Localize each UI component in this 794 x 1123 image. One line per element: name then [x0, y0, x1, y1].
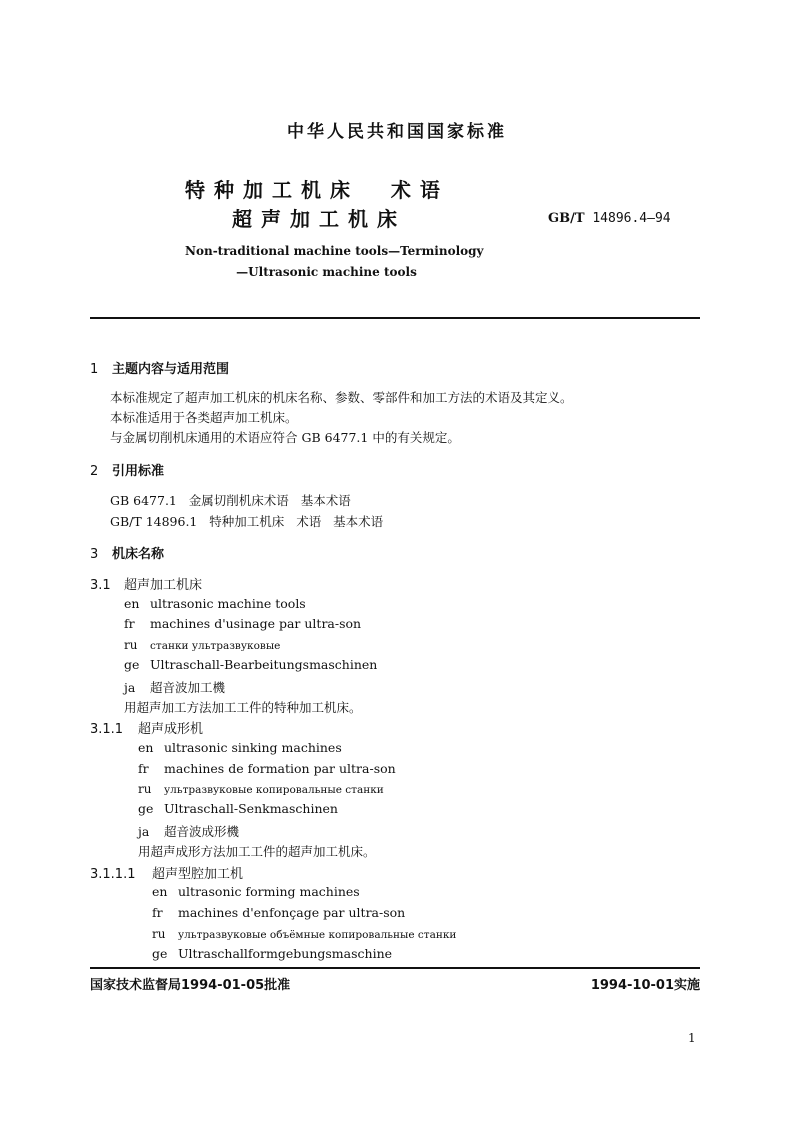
approval-line: 国家技术监督局1994-01-05批准 — [90, 978, 291, 993]
lang-code: fr — [138, 761, 149, 776]
section-2-number: 2 — [90, 464, 99, 479]
term-text: Ultraschallformgebungsmaschine — [178, 946, 393, 961]
term-text: machines d'usinage par ultra-son — [150, 616, 362, 631]
term-text: 超音波成形機 — [164, 824, 240, 839]
lang-code: ru — [152, 927, 166, 941]
standard-code: 14896.4—94 — [592, 211, 671, 226]
section-1-heading — [90, 358, 229, 377]
term-text: machines d'enfonçage par ultra-son — [178, 905, 406, 920]
term-3-1-number: 3.1 — [90, 578, 111, 593]
term-3-1-1-en — [138, 740, 342, 755]
term-3-1-1-ja — [138, 822, 239, 840]
term-3-1-1-1-fr — [152, 905, 405, 920]
term-3-1-heading — [90, 574, 202, 593]
term-3-1-1-1-number: 3.1.1.1 — [90, 867, 136, 882]
title-cn-line-1: 特种加工机床 术语 — [185, 178, 449, 202]
lang-code: fr — [124, 616, 135, 631]
lang-code: ja — [138, 824, 150, 839]
issuing-body: 中华人民共和国国家标准 — [287, 122, 507, 142]
term-3-1-ge — [124, 657, 377, 672]
section-1-number: 1 — [90, 362, 99, 377]
section-3-heading — [90, 543, 164, 562]
standard-prefix: GB/T — [548, 211, 585, 226]
term-text: Ultraschall-Senkmaschinen — [164, 801, 338, 816]
lang-code: ge — [138, 801, 154, 816]
section-3-number: 3 — [90, 547, 99, 562]
lang-code: ru — [138, 782, 152, 796]
term-text: Ultraschall-Bearbeitungsmaschinen — [150, 657, 378, 672]
term-3-1-1-1-ru — [152, 927, 456, 941]
term-text: ultrasonic sinking machines — [164, 740, 342, 755]
term-3-1-1-ge — [138, 801, 338, 816]
term-3-1-1-1-ge — [152, 946, 392, 961]
term-text: станки ультразвуковые — [150, 640, 281, 652]
term-3-1-1-1-en — [152, 884, 360, 899]
lang-code: ge — [152, 946, 168, 961]
term-3-1-1-fr — [138, 761, 396, 776]
term-text: machines de formation par ultra-son — [164, 761, 396, 776]
term-text: ultrasonic machine tools — [150, 596, 306, 611]
section-1-para-3: 与金属切削机床通用的术语应符合 GB 6477.1 中的有关规定。 — [110, 430, 460, 445]
term-3-1-name: 超声加工机床 — [124, 578, 203, 593]
term-3-1-ja — [124, 678, 225, 696]
section-1-para-1: 本标准规定了超声加工机床的机床名称、参数、零部件和加工方法的术语及其定义。 — [110, 390, 573, 405]
lang-code: fr — [152, 905, 163, 920]
lang-code: ge — [124, 657, 140, 672]
lang-code: en — [138, 740, 154, 755]
title-en-line-1: Non-traditional machine tools—Terminology — [185, 244, 484, 258]
term-3-1-1-1-heading — [90, 863, 243, 882]
lang-code: en — [124, 596, 140, 611]
term-3-1-definition: 用超声加工方法加工工件的特种加工机床。 — [124, 700, 362, 715]
term-text: ультразвуковые объёмные копировальные станки — [178, 929, 457, 941]
header-rule — [90, 317, 700, 319]
page-number: 1 — [688, 1031, 696, 1045]
standard-number — [548, 211, 671, 226]
footer-rule — [90, 967, 700, 969]
section-1-para-2: 本标准适用于各类超声加工机床。 — [110, 410, 298, 425]
term-3-1-1-heading — [90, 718, 203, 737]
reference-1: GB 6477.1 金属切削机床术语 基本术语 — [110, 493, 351, 508]
section-2-heading — [90, 460, 164, 479]
lang-code: ja — [124, 680, 136, 695]
lang-code: ru — [124, 638, 138, 652]
title-en-line-2: —Ultrasonic machine tools — [236, 265, 417, 279]
title-cn-line-2: 超声加工机床 — [232, 207, 406, 231]
term-3-1-1-definition: 用超声成形方法加工工件的超声加工机床。 — [138, 844, 376, 859]
section-3-title: 机床名称 — [112, 547, 165, 562]
term-3-1-1-name: 超声成形机 — [138, 722, 204, 737]
term-3-1-en — [124, 596, 306, 611]
term-3-1-1-1-name: 超声型腔加工机 — [152, 867, 244, 882]
term-3-1-ru — [124, 638, 280, 652]
implementation-line: 1994-10-01实施 — [590, 978, 700, 993]
section-1-title: 主题内容与适用范围 — [112, 362, 230, 377]
term-3-1-1-ru — [138, 782, 384, 796]
section-2-title: 引用标准 — [112, 464, 165, 479]
reference-2: GB/T 14896.1 特种加工机床 术语 基本术语 — [110, 514, 384, 529]
term-text: ultrasonic forming machines — [178, 884, 360, 899]
term-text: ультразвуковые копировальные станки — [164, 784, 384, 796]
term-3-1-fr — [124, 616, 361, 631]
term-3-1-1-number: 3.1.1 — [90, 722, 124, 737]
term-text: 超音波加工機 — [150, 680, 226, 695]
lang-code: en — [152, 884, 168, 899]
